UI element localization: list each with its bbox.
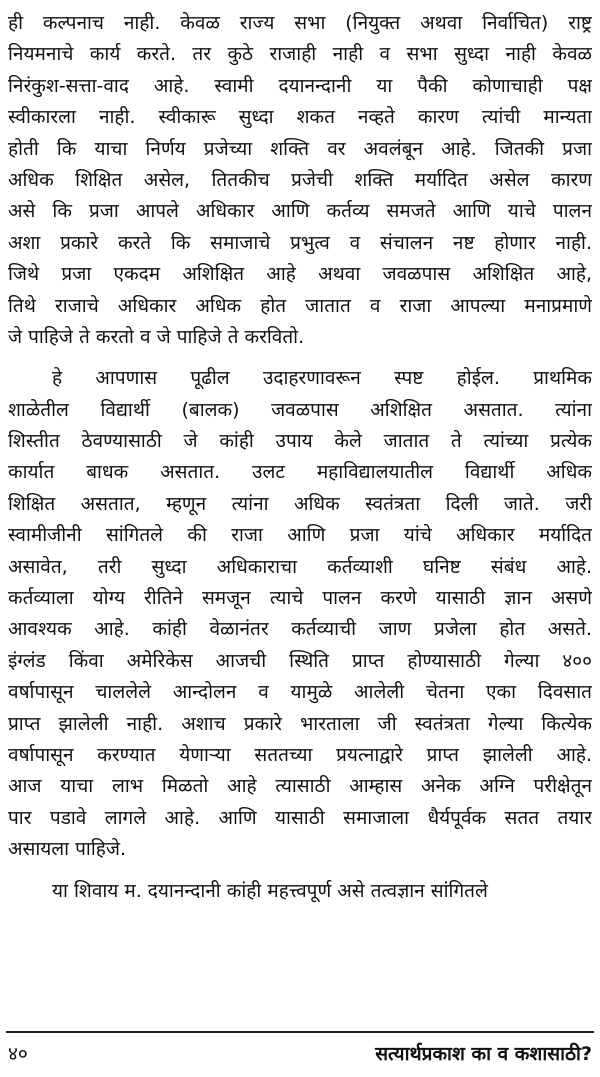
text-line: तिथे राजाचे अधिकार अधिक होत जातात व राजा आपल्या मनाप्रमाणे bbox=[8, 294, 592, 317]
text-line: जे पाहिजे ते करतो व जे पाहिजे ते करवितो. bbox=[8, 325, 305, 348]
text-line: इंग्लंड किंवा अमेरिकेस आजची स्थिति प्राप्त होण्यासाठी गेल्या ४०० bbox=[8, 649, 592, 672]
text-line: अधिक शिक्षित असेल, तितकीच प्रजेची शक्ति मर्यादित असेल कारण bbox=[8, 168, 592, 191]
paragraph-gap bbox=[8, 866, 592, 876]
text-line: वर्षापासून करण्यात येणाऱ्या सततच्या प्रयत्नाद्वारे प्राप्त झालेली आहे. bbox=[8, 743, 592, 766]
text-line: निरंकुश-सत्ता-वाद आहे. स्वामी दयानन्दानी या पैकी कोणाचाही पक्ष bbox=[8, 74, 592, 97]
text-line: आवश्यक आहे. कांही वेळानंतर कर्तव्याची जाण प्रजेला होत असते. bbox=[8, 618, 592, 641]
body-text bbox=[8, 8, 592, 907]
text-line: शिक्षित असतात, म्हणून त्यांना अधिक स्वतंत्रता दिली जाते. जरी bbox=[8, 492, 592, 515]
text-line: कार्यात बाधक असतात. उलट महाविद्यालयातील विद्यार्थी अधिक bbox=[8, 461, 592, 484]
text-line: स्वीकारला नाही. स्वीकारू सुध्दा शकत नव्हते कारण त्यांची मान्यता bbox=[8, 106, 592, 129]
text-line: वर्षापासून चाललेले आन्दोलन व यामुळे आलेली चेतना एका दिवसात bbox=[8, 681, 592, 704]
running-title: सत्यार्थप्रकाश का व कशासाठी? bbox=[375, 1043, 592, 1065]
paragraph-gap bbox=[8, 353, 592, 363]
text-line: प्राप्त झालेली नाही. अशाच प्रकारे भारताला जी स्वतंत्रता गेल्या कित्येक bbox=[8, 712, 592, 735]
text-line: जिथे प्रजा एकदम अशिक्षित आहे अथवा जवळपास अशिक्षित आहे, bbox=[8, 263, 592, 286]
text-line: या शिवाय म. दयानन्दानी कांही महत्त्वपूर्ण असे तत्वज्ञान सांगितले bbox=[52, 879, 488, 902]
text-line: होती कि याचा निर्णय प्रजेच्या शक्ति वर अवलंबून आहे. जितकी प्रजा bbox=[8, 137, 592, 160]
text-line: असावेत, तरी सुध्दा अधिकाराचा कर्तव्याशी घनिष्ट संबंध आहे. bbox=[8, 555, 592, 578]
text-line: हे आपणास पूढील उदाहरणावरून स्पष्ट होईल. प्राथमिक bbox=[52, 367, 592, 390]
text-line: शिस्तीत ठेवण्यासाठी जे कांही उपाय केले जातात ते त्यांच्या प्रत्येक bbox=[8, 430, 592, 453]
text-line: नियमनाचे कार्य करते. तर कुठे राजाही नाही व सभा सुध्दा नाही केवळ bbox=[8, 43, 592, 66]
text-line: अशा प्रकारे करते कि समाजाचे प्रभुत्व व संचालन नष्ट होणार नाही. bbox=[8, 231, 592, 254]
page-number: ४० bbox=[8, 1043, 28, 1065]
text-line: ही कल्पनाच नाही. केवळ राज्य सभा (नियुक्त अथवा निर्वाचित) राष्ट्र bbox=[8, 12, 592, 34]
paragraph bbox=[8, 363, 592, 865]
text-line: आज याचा लाभ मिळतो आहे त्यासाठी आम्हास अनेक अग्नि परीक्षेतून bbox=[8, 775, 592, 798]
text-line: स्वामीजीनी सांगितले की राजा आणि प्रजा यांचे अधिकार मर्यादित bbox=[8, 524, 592, 547]
footer-rule bbox=[6, 1031, 594, 1033]
text-line: असे कि प्रजा आपले अधिकार आणि कर्तव्य समजते आणि याचे पालन bbox=[8, 200, 592, 223]
paragraph bbox=[8, 8, 592, 353]
text-line: असायला पाहिजे. bbox=[8, 838, 127, 861]
paragraph bbox=[8, 876, 592, 907]
text-line: पार पडावे लागले आहे. आणि यासाठी समाजाला धैर्यपूर्वक सतत तयार bbox=[8, 806, 592, 829]
page-footer bbox=[8, 1038, 592, 1070]
text-line: कर्तव्याला योग्य रीतिने समजून त्याचे पालन करणे यासाठी ज्ञान असणे bbox=[8, 587, 592, 610]
text-line: शाळेतील विद्यार्थी (बालक) जवळपास अशिक्षित असतात. त्यांना bbox=[8, 398, 592, 421]
